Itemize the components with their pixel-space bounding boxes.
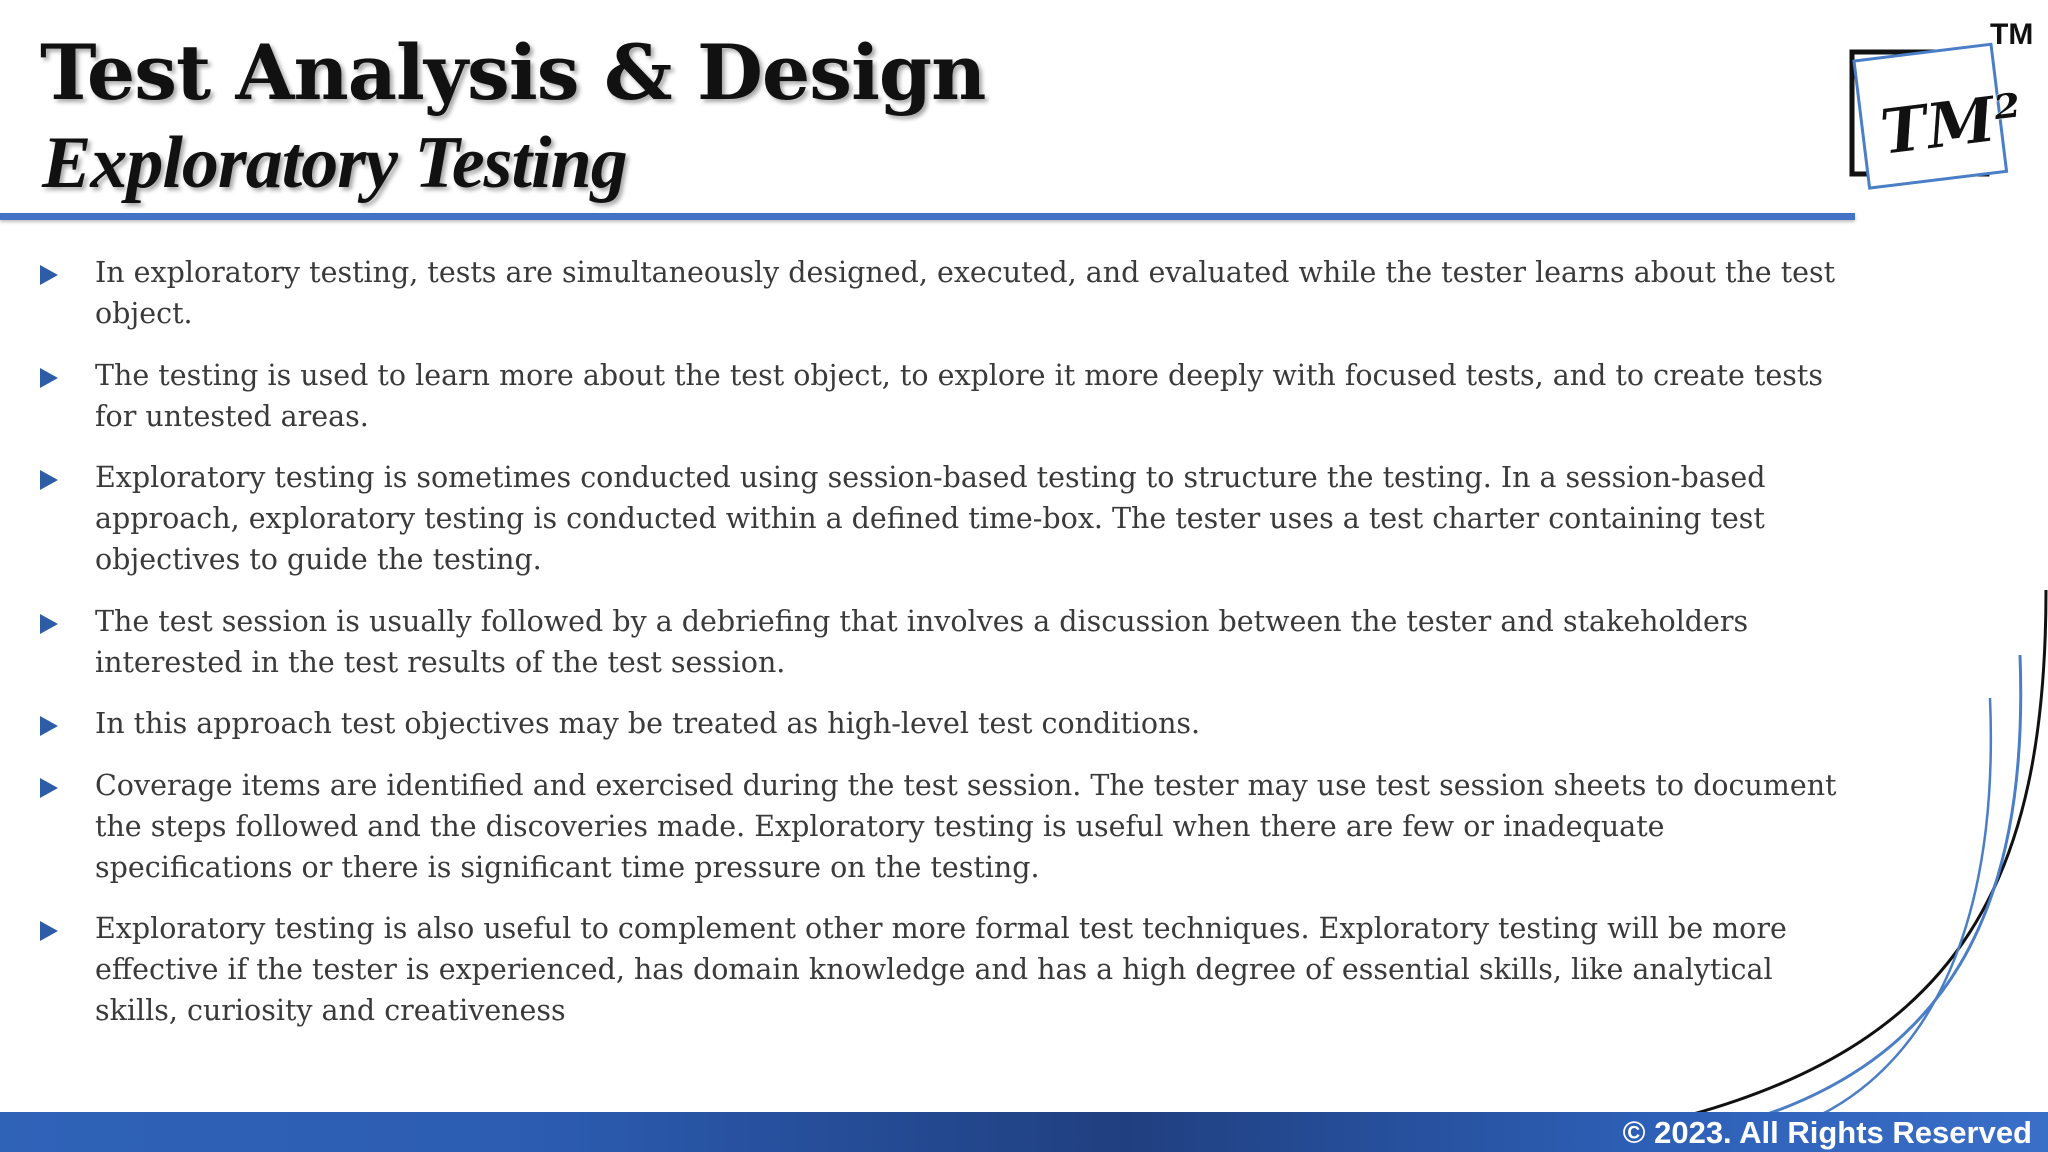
bullet-text: Exploratory testing is sometimes conducted using session-based testing to structure the testing. In a session-based approach, exploratory testing is conducted within a defined time-box. The tester uses a test charter containing test objectives to guide the testing. (95, 461, 1766, 576)
list-item (40, 703, 1840, 744)
triangle-right-icon (40, 470, 58, 490)
copyright-text: © 2023. All Rights Reserved (1622, 1115, 2032, 1150)
tm2-logo (1840, 30, 2020, 200)
list-item (40, 601, 1840, 683)
triangle-right-icon (40, 265, 58, 285)
bullet-text: In this approach test objectives may be treated as high-level test conditions. (95, 707, 1201, 740)
trademark-symbol: TM (1990, 18, 2034, 51)
triangle-right-icon (40, 368, 58, 388)
triangle-right-icon (40, 778, 58, 798)
slide-title: Test Analysis & Design (40, 28, 986, 117)
triangle-right-icon (40, 716, 58, 736)
list-item (40, 765, 1840, 888)
triangle-right-icon (40, 614, 58, 634)
title-divider (0, 213, 1855, 220)
logo-mark: TM² (1876, 79, 2020, 170)
list-item (40, 252, 1840, 334)
bullet-text: In exploratory testing, tests are simultaneously designed, executed, and evaluated while the tester learns about the test object. (95, 256, 1836, 330)
slide-subtitle: Exploratory Testing (42, 122, 627, 204)
list-item (40, 355, 1840, 437)
bullet-list (40, 252, 1840, 1052)
bullet-text: Exploratory testing is also useful to complement other more formal test techniques. Exploratory testing will be more effective if the tester is experienced, has domain knowledge and has a high degree of essential skills, like analytical skills, curiosity and creativeness (95, 912, 1787, 1027)
bullet-text: The test session is usually followed by a debriefing that involves a discussion between the tester and stakeholders interested in the test results of the test session. (95, 604, 1749, 679)
decorative-swoosh-curves (1660, 580, 2048, 1120)
bullet-text: Coverage items are identified and exercised during the test session. The tester may use test session sheets to document the steps followed and the discoveries made. Exploratory testing is useful when there are few or inadequate specifications or there is significant time pressure on the testing. (95, 768, 1837, 884)
bullet-text: The testing is used to learn more about the test object, to explore it more deeply with focused tests, and to create tests for untested areas. (95, 358, 1823, 433)
triangle-right-icon (40, 921, 58, 941)
list-item (40, 457, 1840, 580)
footer-bar (0, 1112, 2048, 1152)
list-item (40, 908, 1840, 1031)
